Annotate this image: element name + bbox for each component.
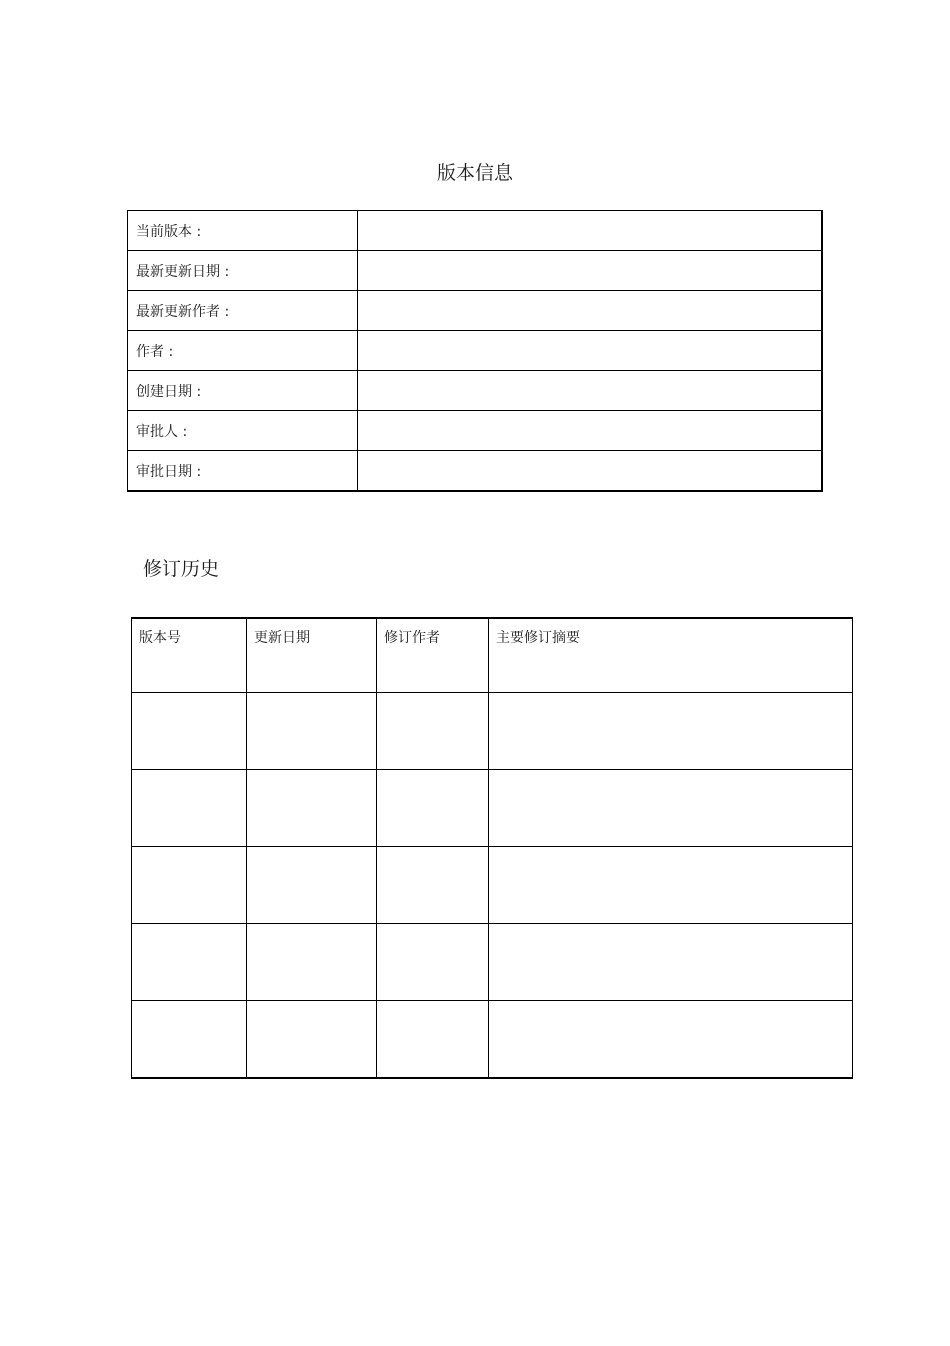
table-row: [132, 847, 853, 924]
author-value: [358, 331, 823, 371]
table-cell: [132, 847, 247, 924]
column-header-update-date: 更新日期: [247, 618, 377, 693]
approver-value: [358, 411, 823, 451]
table-cell: [489, 924, 853, 1001]
approval-date-value: [358, 451, 823, 492]
table-row: [132, 770, 853, 847]
table-cell: [247, 693, 377, 770]
table-row: [128, 371, 823, 411]
last-update-author-value: [358, 291, 823, 331]
table-row: [132, 693, 853, 770]
table-cell: [377, 924, 489, 1001]
version-info-table: [127, 210, 823, 492]
table-cell: [132, 924, 247, 1001]
column-header-revision-author: 修订作者: [377, 618, 489, 693]
table-cell: [132, 770, 247, 847]
last-update-date-value: [358, 251, 823, 291]
table-row: [128, 251, 823, 291]
table-row: [132, 1001, 853, 1079]
table-cell: [132, 1001, 247, 1079]
table-cell: [132, 693, 247, 770]
revision-history-table: [131, 617, 853, 1079]
table-cell: [489, 1001, 853, 1079]
table-cell: [377, 770, 489, 847]
author-label: 作者 :: [128, 331, 358, 371]
table-cell: [377, 847, 489, 924]
column-header-version: 版本号: [132, 618, 247, 693]
revision-history-title: 修订历史: [143, 558, 220, 580]
table-header-row: [132, 618, 853, 693]
current-version-value: [358, 211, 823, 251]
current-version-label: 当前版本 :: [128, 211, 358, 251]
table-cell: [377, 693, 489, 770]
table-cell: [247, 770, 377, 847]
version-info-title: 版本信息: [436, 162, 513, 184]
table-cell: [489, 847, 853, 924]
table-row: [128, 211, 823, 251]
table-cell: [377, 1001, 489, 1079]
approver-label: 审批人 :: [128, 411, 358, 451]
last-update-author-label: 最新更新作者 :: [128, 291, 358, 331]
table-cell: [247, 847, 377, 924]
table-row: [128, 331, 823, 371]
table-cell: [247, 1001, 377, 1079]
table-row: [128, 291, 823, 331]
column-header-summary: 主要修订摘要: [489, 618, 853, 693]
table-cell: [489, 770, 853, 847]
created-date-value: [358, 371, 823, 411]
table-row: [128, 451, 823, 492]
approval-date-label: 审批日期 :: [128, 451, 358, 492]
created-date-label: 创建日期 :: [128, 371, 358, 411]
table-row: [128, 411, 823, 451]
table-cell: [489, 693, 853, 770]
table-row: [132, 924, 853, 1001]
table-cell: [247, 924, 377, 1001]
last-update-date-label: 最新更新日期 :: [128, 251, 358, 291]
